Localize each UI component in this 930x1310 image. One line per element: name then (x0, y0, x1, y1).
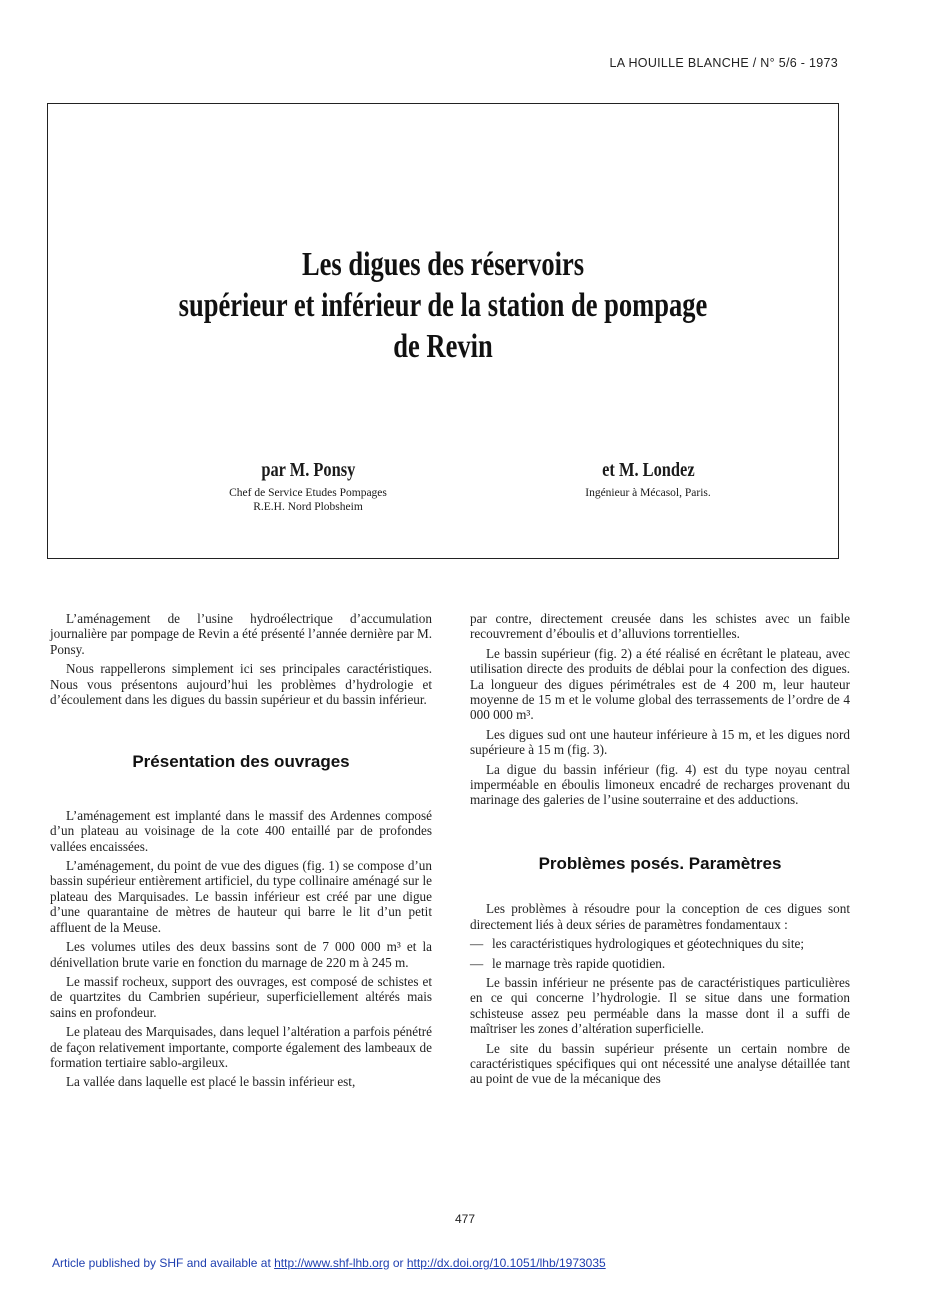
shf-link[interactable]: http://www.shf-lhb.org (274, 1256, 390, 1270)
footer-prefix: Article published by SHF and available at (52, 1256, 275, 1270)
author-ponsy (158, 459, 458, 514)
title-line-1: Les digues des réservoirs (301, 246, 585, 283)
paragraph: La vallée dans laquelle est placé le bassin inférieur est, (66, 1074, 356, 1090)
title-box (47, 103, 839, 559)
title-line-2: supérieur et inférieur de la station de pompage (178, 287, 708, 324)
journal-header: LA HOUILLE BLANCHE / N° 5/6 - 1973 (609, 56, 838, 70)
list-item-text: les caractéristiques hydrologiques et géotechniques du site; (492, 936, 805, 952)
page-number: 477 (454, 1212, 476, 1226)
left-column (50, 611, 432, 1094)
paragraph: L’aménagement est implanté dans le massif des Ardennes composé d’un plateau au voisinage de la cote 400 entaillé par de profondes vallées encaissées. (50, 807, 432, 854)
dash-marker: — (470, 955, 484, 971)
affiliation-line: R.E.H. Nord Plobsheim (253, 501, 363, 513)
paragraph: La digue du bassin inférieur (fig. 4) est du type noyau central imperméable en éboulis limoneux encadré de recharges provenant du marinage des galeries de l’usine souterraine et des adductions. (470, 761, 850, 808)
article-title (135, 244, 751, 367)
paragraph: Le plateau des Marquisades, dans lequel l’altération a parfois pénétré de façon relativement importante, comporte également des lambeaux de formation tertiaire sablo-argileux. (50, 1024, 432, 1070)
paragraph: par contre, directement creusée dans les schistes avec un faible recouvrement d’éboulis et d’alluvions torrentielles. (470, 611, 850, 642)
paragraph: Le bassin inférieur ne présente pas de caractéristiques particulières en ce qui concerne l’hydrologie. Il se situe dans une formation schisteuse assez peu perméable dans la masse dont il a suffi de maîtriser les zones d’altération superficielle. (470, 974, 850, 1037)
affiliation-line: Ingénieur à Mécasol, Paris. (585, 487, 711, 499)
paragraph: L’aménagement, du point de vue des digues (fig. 1) se compose d’un bassin supérieur entièrement artificiel, du type collinaire aménagé sur le plateau des Marquisades. Le bassin inférieur est créé par une digue d’une quarantaine de mètres de hauteur qui barre le lit d’un petit affluent de la Meuse. (50, 858, 432, 935)
title-line-3: de Revin (393, 328, 493, 365)
author-name: par M. Ponsy (260, 459, 355, 481)
author-name: et M. Londez (601, 459, 695, 481)
author-affiliation (498, 486, 798, 500)
footer-middle: or (389, 1256, 407, 1270)
paragraph: Le site du bassin supérieur présente un certain nombre de caractéristiques spécifiques qui ont nécessité une analyse détaillée tant au point de vue de la mécanique des (470, 1040, 850, 1087)
paragraph: Le bassin supérieur (fig. 2) a été réalisé en écrêtant le plateau, avec utilisation directe des produits de déblai pour la confection des digues. La longueur des digues périmétrales est de 4 200 m, leur hauteur moyenne de 15 m et le volume global des terrassements de l’ordre de 4 000 000 m³. (470, 645, 850, 723)
footer-citation (52, 1256, 606, 1270)
dash-marker: — (470, 936, 484, 952)
list-item (470, 956, 850, 971)
paragraph: Les problèmes à résoudre pour la conception de ces digues sont directement liés à deux séries de paramètres fondamentaux : (470, 901, 850, 932)
list-item-text: le marnage très rapide quotidien. (492, 955, 666, 971)
section-heading: Présentation des ouvrages (132, 752, 350, 772)
paragraph: Les volumes utiles des deux bassins sont de 7 000 000 m³ et la dénivellation brute varie en fonction du marnage de 220 m à 245 m. (50, 939, 432, 970)
affiliation-line: Chef de Service Etudes Pompages (229, 487, 387, 499)
paragraph: Nous rappellerons simplement ici ses principales caractéristiques. Nous vous présentons aujourd’hui les problèmes d’hydrologie et d’écoulement dans les digues du bassin supérieur et du bassin inférieur. (50, 661, 432, 708)
section-heading: Problèmes posés. Paramètres (538, 853, 782, 873)
doi-link[interactable]: http://dx.doi.org/10.1051/lhb/1973035 (406, 1256, 606, 1270)
author-londez (498, 459, 798, 500)
author-affiliation (158, 486, 458, 514)
list-item (470, 936, 850, 951)
paragraph: Le massif rocheux, support des ouvrages, est composé de schistes et de quartzites du Cambrien supérieur, superficiellement altérés mais sains en profondeur. (50, 973, 432, 1020)
paragraph: L’aménagement de l’usine hydroélectrique d’accumulation journalière par pompage de Revin a été présenté l’année dernière par M. Ponsy. (50, 611, 432, 657)
paragraph: Les digues sud ont une hauteur inférieure à 15 m, et les digues nord supérieure à 15 m (fig. 3). (470, 726, 850, 758)
right-column (470, 611, 850, 1091)
